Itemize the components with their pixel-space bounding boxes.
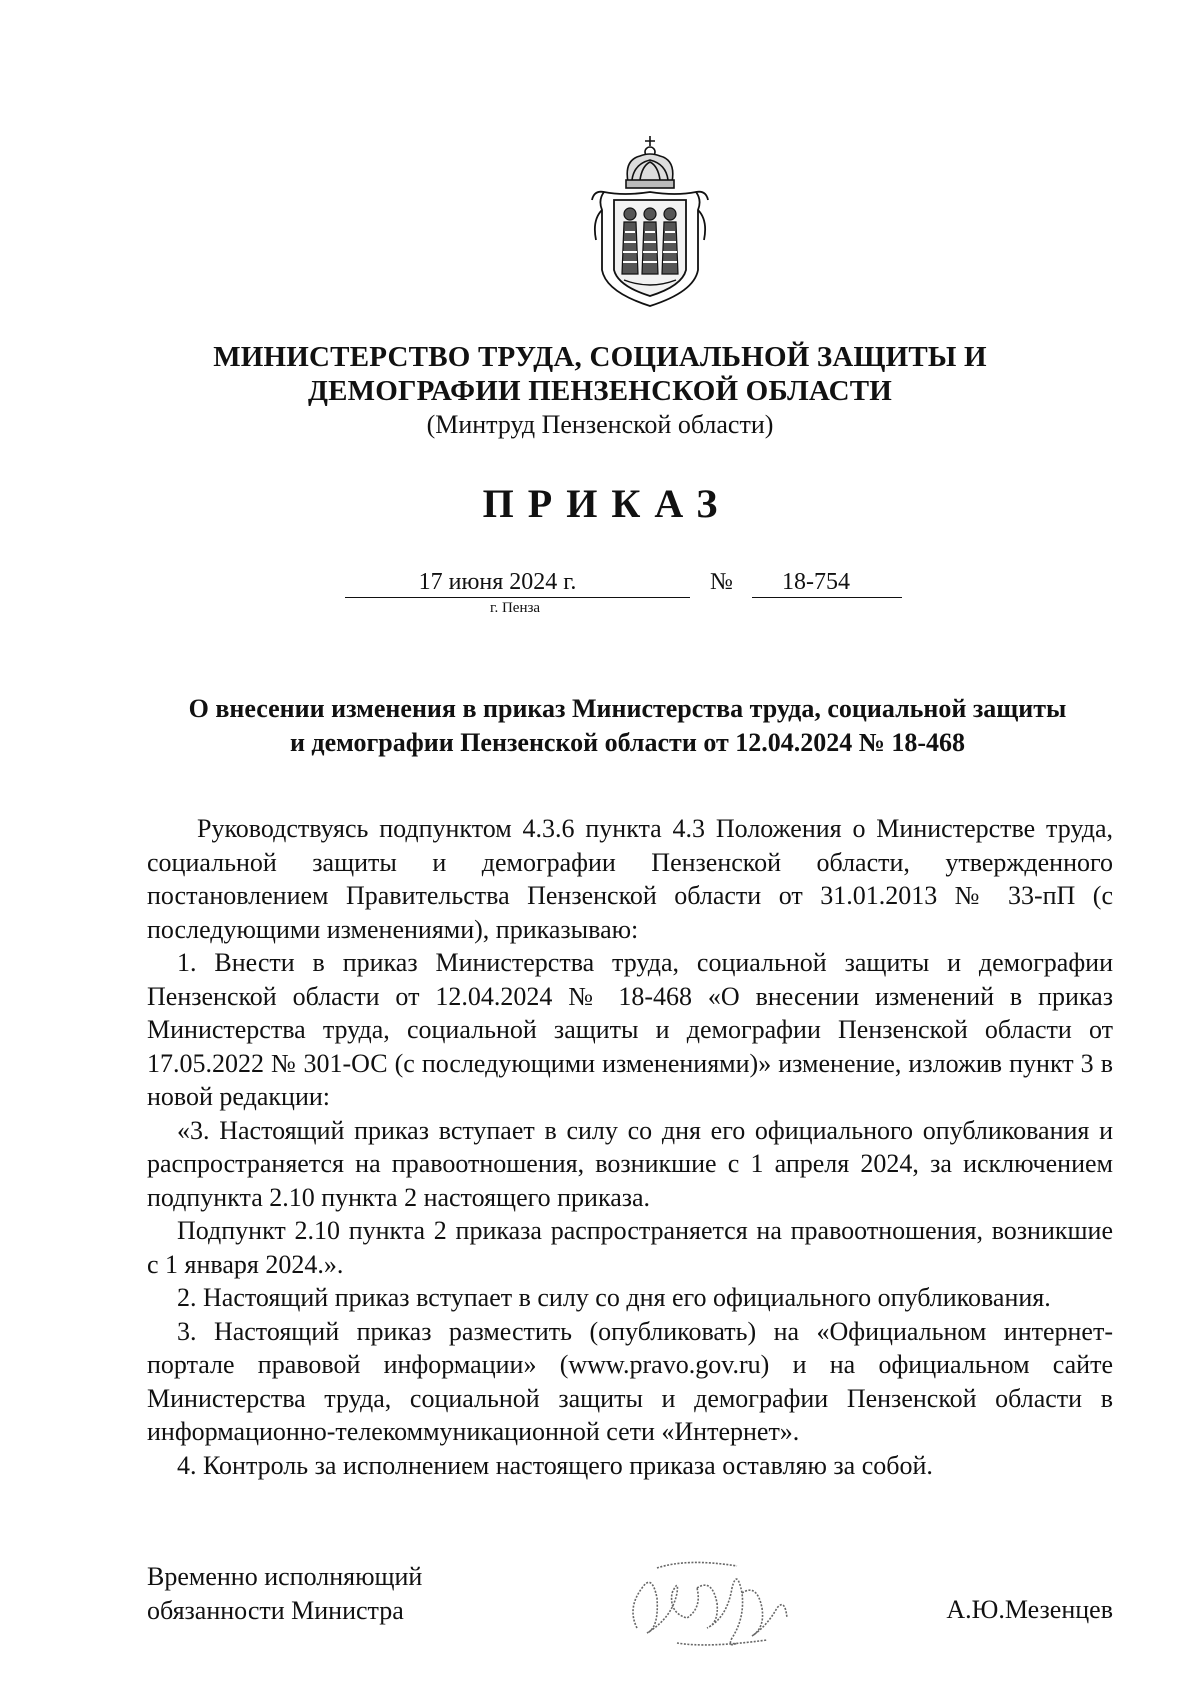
order-number: 18-754 [752,567,902,598]
ministry-name-line-2: ДЕМОГРАФИИ ПЕНЗЕНСКОЙ ОБЛАСТИ [307,375,893,407]
ministry-name-line-1: МИНИСТЕРСТВО ТРУДА, СОЦИАЛЬНОЙ ЗАЩИТЫ И [213,341,987,373]
order-subject [140,692,1115,760]
subclause-2-10-paragraph: Подпункт 2.10 пункта 2 приказа распространяется на правоотношения, возникшие с 1 января 2024.». [147,1216,1113,1279]
order-body [147,812,1113,1482]
handwritten-signature [617,1548,807,1658]
signer-position-line-2: обязанности Министра [147,1595,404,1625]
order-city: г. Пенза [490,600,541,616]
clause-3-paragraph: 3. Настоящий приказ разместить (опубликовать) на «Официальном интернет-портале правовой информации» (www.pravo.gov.ru) и на официальном сайте Министерства труда, социальной защиты и демографии Пензенской области в информационно-телекоммуникационной сети «Интернет». [147,1316,1113,1446]
clause-2-paragraph: 2. Настоящий приказ вступает в силу со дня его официального опубликования. [177,1283,1051,1312]
ministry-short-name: (Минтруд Пензенской области) [426,410,774,439]
document-type-title: ПРИКАЗ [482,481,732,526]
number-sign: № [710,569,733,595]
order-date: 17 июня 2024 г. [345,567,690,598]
coat-of-arms-icon [584,130,716,314]
new-clause-3-paragraph: «3. Настоящий приказ вступает в силу со дня его официального опубликования и распространяется на правоотношения, возникшие с 1 апреля 2024, за исключением подпункта 2.10 пункта 2 настоящего приказа. [147,1115,1113,1212]
ministry-header [0,340,1200,442]
signer-position-line-1: Временно исполняющий [147,1562,423,1591]
signature-block [147,1560,1113,1670]
clause-4-paragraph: 4. Контроль за исполнением настоящего приказа оставляю за собой. [177,1450,933,1480]
subject-line-2: и демографии Пензенской области от 12.04.2024 № 18-468 [289,728,966,757]
subject-line-1: О внесении изменения в приказ Министерства труда, социальной защиты [188,694,1067,723]
signer-name: А.Ю.Мезенцев [946,1595,1113,1624]
preamble-paragraph: Руководствуясь подпунктом 4.3.6 пункта 4.3 Положения о Министерстве труда, социальной защиты и демографии Пензенской области, утвержденного постановлением Правительства Пензенской области от 31.01.2013 № 33-пП (с последующими изменениями), приказываю: [147,814,1113,944]
order-date-number-line [0,567,1200,627]
clause-1-paragraph: 1. Внести в приказ Министерства труда, социальной защиты и демографии Пензенской области от 12.04.2024 № 18-468 «О внесении изменений в приказ Министерства труда, социальной защиты и демографии Пензенской области от 17.05.2022 № 301-ОС (с последующими изменениями)» изменение, изложив пункт 3 в новой редакции: [147,948,1113,1111]
